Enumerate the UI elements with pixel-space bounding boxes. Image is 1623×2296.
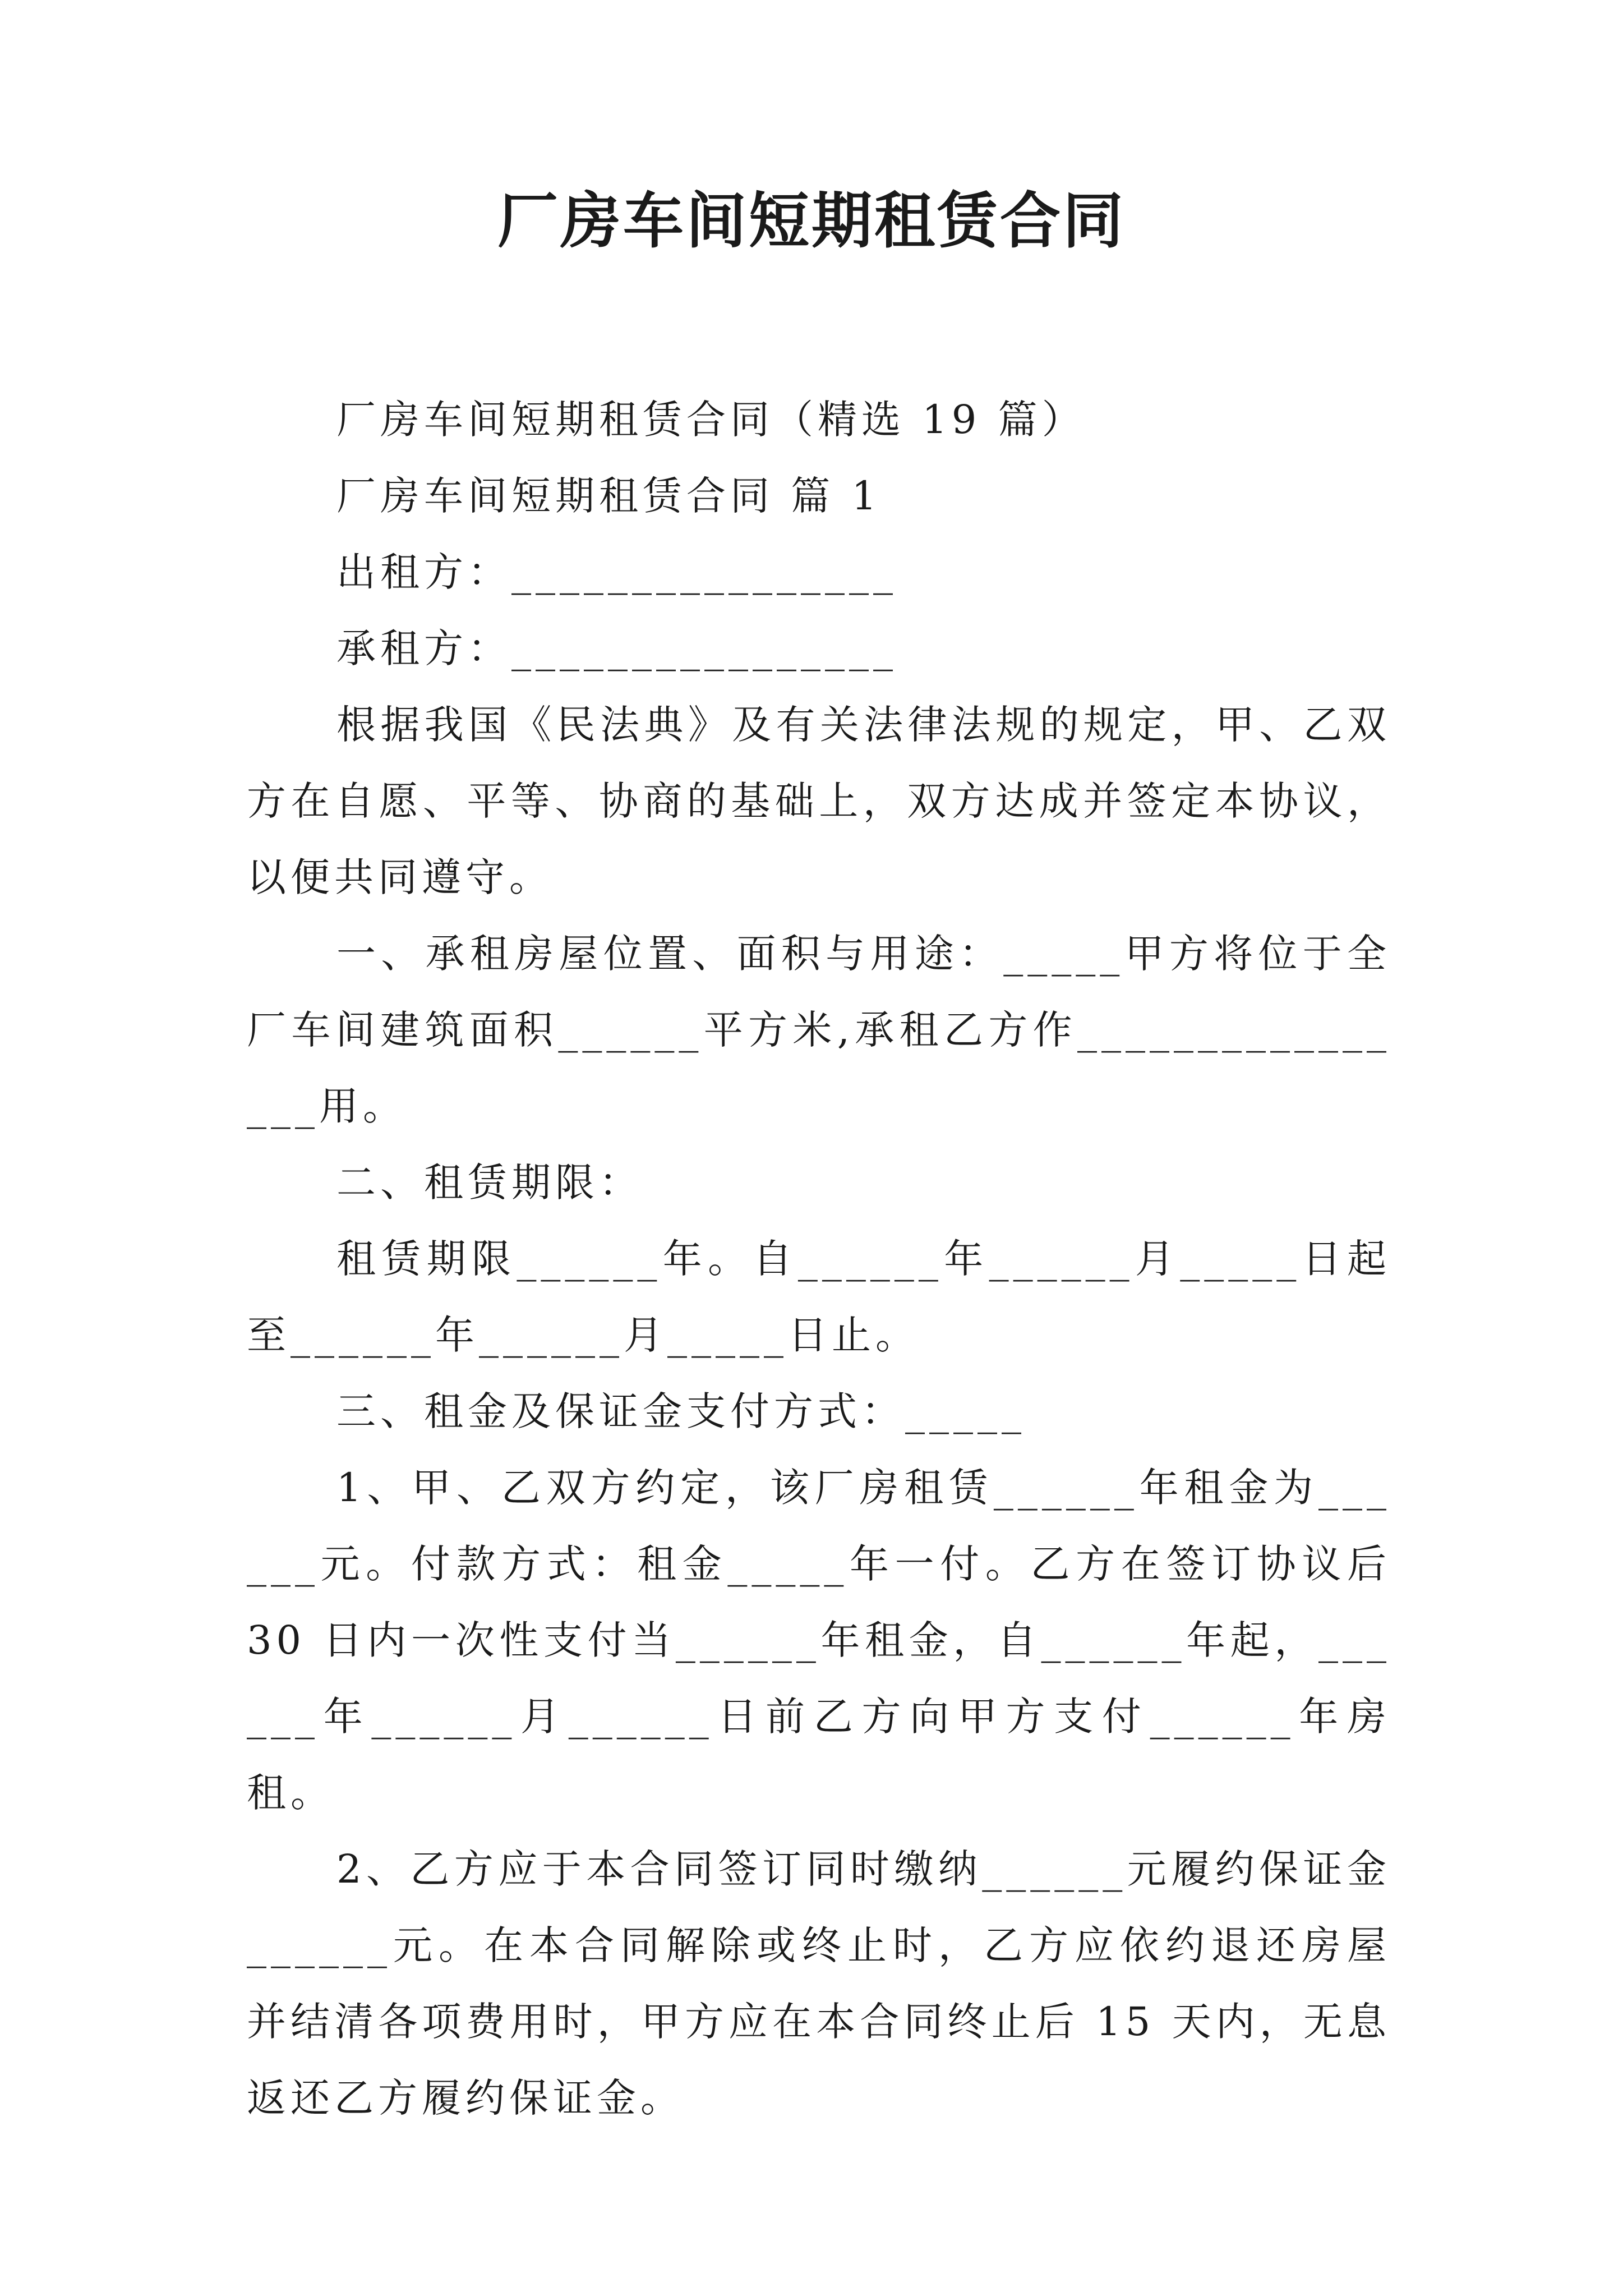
paragraph-lessor: 出租方：________________	[336, 549, 897, 595]
paragraph-clause-3-heading: 三、租金及保证金支付方式：_____	[336, 1388, 1026, 1434]
paragraph-clause-2-heading: 二、租赁期限：	[336, 1159, 643, 1205]
paragraph-preamble: 根据我国《民法典》及有关法律法规的规定，甲、乙双方在自愿、平等、协商的基础上，双方达成并签定本协议，以便共同遵守。	[247, 702, 1391, 900]
document-title: 厂房车间短期租赁合同	[497, 186, 1126, 256]
paragraph-clause-3-item-2: 2、乙方应于本合同签订同时缴纳______元履约保证金______元。在本合同解除或终止时，乙方应依约退还房屋并结清各项费用时，甲方应在本合同终止后 15 天内，无息返还乙方履约保证金。	[247, 1846, 1391, 2121]
paragraph-lessee: 承租方：________________	[336, 625, 897, 671]
document-body	[247, 381, 1391, 2136]
paragraph-section-heading: 厂房车间短期租赁合同 篇 1	[336, 473, 882, 519]
paragraph-clause-3-item-1: 1、甲、乙双方约定，该厂房租赁______年租金为______元。付款方式：租金_____年一付。乙方在签订协议后 30 日内一次性支付当______年租金，自______年起，______年______月______日前乙方向甲方支付______年房租。	[247, 1465, 1391, 1816]
paragraph-subtitle: 厂房车间短期租赁合同（精选 19 篇）	[336, 397, 1086, 443]
paragraph-clause-2-term: 租赁期限______年。自______年______月_____日起至______年______月_____日止。	[247, 1236, 1391, 1358]
paragraph-clause-1: 一、承租房屋位置、面积与用途：_____甲方将位于全厂车间建筑面积______平方米,承租乙方作________________用。	[247, 931, 1391, 1129]
